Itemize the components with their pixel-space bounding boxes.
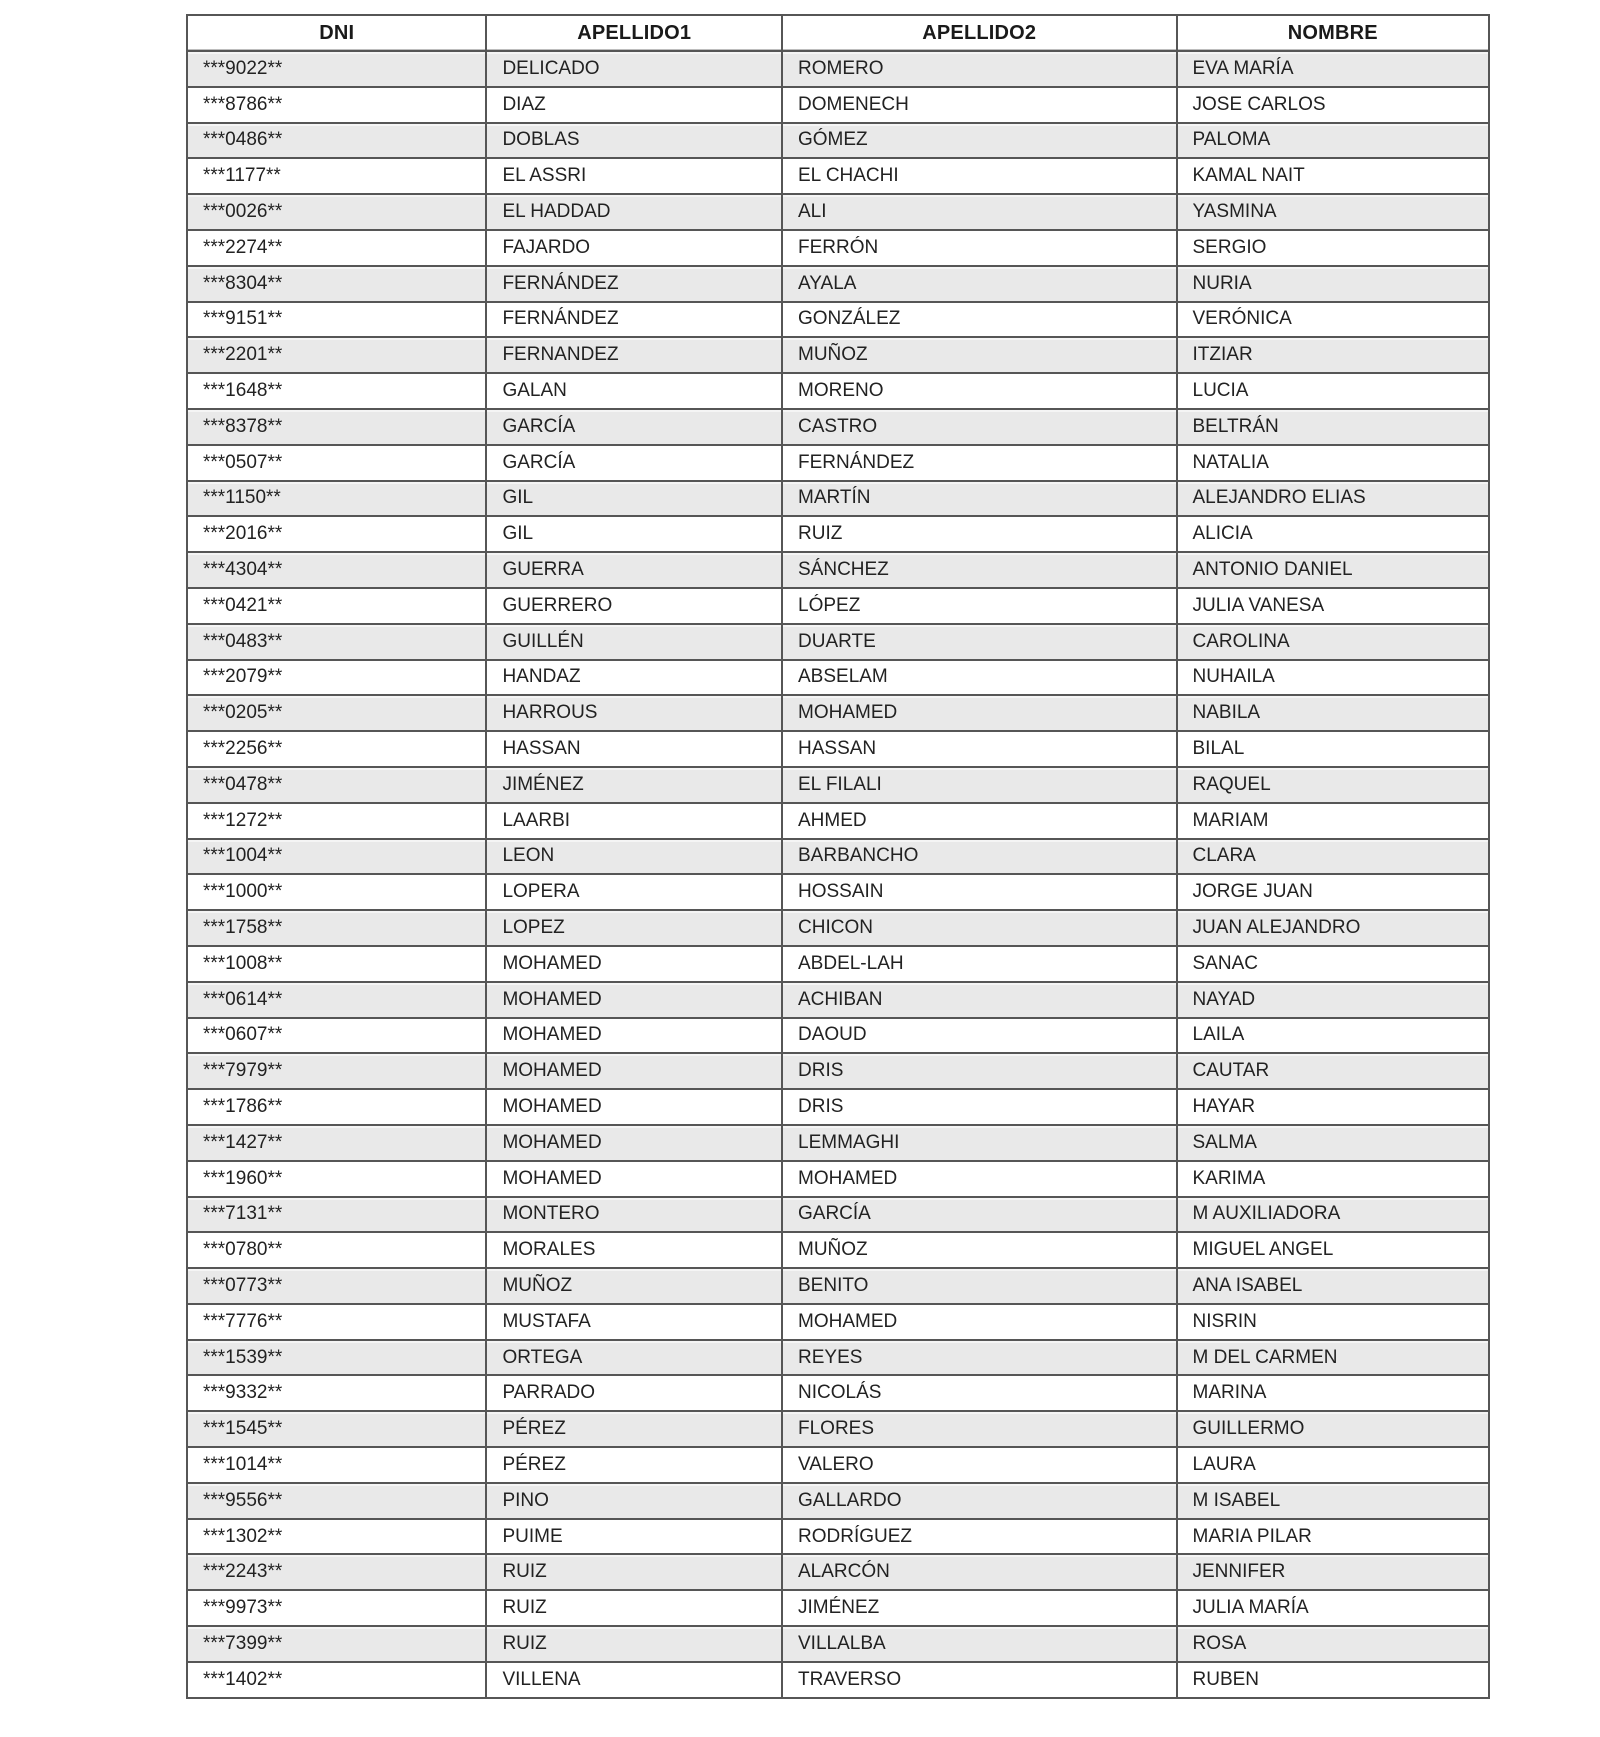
- cell-nombre: MARINA: [1177, 1375, 1490, 1411]
- table-row: [187, 624, 1489, 660]
- table-row: [187, 1161, 1489, 1197]
- table-row: [187, 337, 1489, 373]
- cell-apellido1: MORALES: [486, 1232, 782, 1268]
- cell-apellido2: FERRÓN: [782, 230, 1177, 266]
- table-row: [187, 910, 1489, 946]
- cell-nombre: CLARA: [1177, 839, 1490, 875]
- table-row: [187, 51, 1489, 87]
- cell-dni: ***1960**: [187, 1161, 486, 1197]
- cell-nombre: LAILA: [1177, 1018, 1490, 1054]
- cell-apellido2: AHMED: [782, 803, 1177, 839]
- table-row: [187, 874, 1489, 910]
- cell-apellido2: DOMENECH: [782, 87, 1177, 123]
- cell-apellido2: TRAVERSO: [782, 1662, 1177, 1698]
- cell-nombre: ANA ISABEL: [1177, 1268, 1490, 1304]
- table-row: [187, 767, 1489, 803]
- cell-apellido2: EL CHACHI: [782, 158, 1177, 194]
- cell-nombre: M DEL CARMEN: [1177, 1340, 1490, 1376]
- cell-apellido1: LAARBI: [486, 803, 782, 839]
- table-row: [187, 982, 1489, 1018]
- cell-dni: ***0773**: [187, 1268, 486, 1304]
- cell-nombre: M AUXILIADORA: [1177, 1197, 1490, 1233]
- cell-nombre: JULIA MARÍA: [1177, 1590, 1490, 1626]
- table-row: [187, 373, 1489, 409]
- cell-nombre: MIGUEL ANGEL: [1177, 1232, 1490, 1268]
- cell-dni: ***9151**: [187, 302, 486, 338]
- table-row: [187, 1340, 1489, 1376]
- cell-apellido1: DELICADO: [486, 51, 782, 87]
- cell-dni: ***2256**: [187, 731, 486, 767]
- cell-apellido1: PARRADO: [486, 1375, 782, 1411]
- cell-apellido1: GUERRA: [486, 552, 782, 588]
- table-body: [187, 51, 1489, 1698]
- cell-apellido2: ALARCÓN: [782, 1554, 1177, 1590]
- cell-apellido1: FERNÁNDEZ: [486, 266, 782, 302]
- cell-nombre: SALMA: [1177, 1125, 1490, 1161]
- cell-apellido2: BENITO: [782, 1268, 1177, 1304]
- cell-dni: ***0483**: [187, 624, 486, 660]
- table-row: [187, 481, 1489, 517]
- table-row: [187, 1483, 1489, 1519]
- cell-dni: ***1272**: [187, 803, 486, 839]
- cell-apellido2: DRIS: [782, 1089, 1177, 1125]
- cell-dni: ***2201**: [187, 337, 486, 373]
- cell-apellido1: GUILLÉN: [486, 624, 782, 660]
- cell-nombre: MARIAM: [1177, 803, 1490, 839]
- cell-dni: ***1402**: [187, 1662, 486, 1698]
- cell-apellido2: MUÑOZ: [782, 1232, 1177, 1268]
- cell-nombre: JULIA VANESA: [1177, 588, 1490, 624]
- cell-apellido2: VALERO: [782, 1447, 1177, 1483]
- cell-apellido1: FERNANDEZ: [486, 337, 782, 373]
- table-row: [187, 123, 1489, 159]
- cell-apellido1: MOHAMED: [486, 1125, 782, 1161]
- cell-nombre: NURIA: [1177, 266, 1490, 302]
- cell-apellido1: EL HADDAD: [486, 194, 782, 230]
- table-row: [187, 1197, 1489, 1233]
- cell-nombre: RUBEN: [1177, 1662, 1490, 1698]
- cell-apellido2: SÁNCHEZ: [782, 552, 1177, 588]
- cell-apellido1: FERNÁNDEZ: [486, 302, 782, 338]
- cell-apellido2: VILLALBA: [782, 1626, 1177, 1662]
- table-row: [187, 1554, 1489, 1590]
- cell-nombre: JENNIFER: [1177, 1554, 1490, 1590]
- cell-apellido1: GARCÍA: [486, 409, 782, 445]
- cell-nombre: EVA MARÍA: [1177, 51, 1490, 87]
- cell-apellido2: FERNÁNDEZ: [782, 445, 1177, 481]
- cell-apellido1: EL ASSRI: [486, 158, 782, 194]
- column-header-nombre: NOMBRE: [1177, 15, 1490, 51]
- column-header-apellido1: APELLIDO1: [486, 15, 782, 51]
- cell-apellido1: JIMÉNEZ: [486, 767, 782, 803]
- table-row: [187, 1519, 1489, 1555]
- cell-apellido1: LOPERA: [486, 874, 782, 910]
- cell-apellido1: MOHAMED: [486, 1089, 782, 1125]
- cell-dni: ***1539**: [187, 1340, 486, 1376]
- cell-dni: ***1758**: [187, 910, 486, 946]
- table-row: [187, 158, 1489, 194]
- cell-apellido1: GUERRERO: [486, 588, 782, 624]
- table-row: [187, 516, 1489, 552]
- cell-dni: ***7979**: [187, 1053, 486, 1089]
- table-row: [187, 87, 1489, 123]
- table-row: [187, 230, 1489, 266]
- cell-nombre: NAYAD: [1177, 982, 1490, 1018]
- cell-dni: ***7399**: [187, 1626, 486, 1662]
- cell-apellido2: GONZÁLEZ: [782, 302, 1177, 338]
- table-row: [187, 660, 1489, 696]
- cell-dni: ***7131**: [187, 1197, 486, 1233]
- cell-apellido2: MARTÍN: [782, 481, 1177, 517]
- cell-apellido1: LEON: [486, 839, 782, 875]
- cell-apellido2: RODRÍGUEZ: [782, 1519, 1177, 1555]
- cell-apellido2: MOHAMED: [782, 1161, 1177, 1197]
- cell-dni: ***7776**: [187, 1304, 486, 1340]
- cell-nombre: GUILLERMO: [1177, 1411, 1490, 1447]
- roster-table-container: [186, 14, 1490, 1699]
- cell-dni: ***0486**: [187, 123, 486, 159]
- table-row: [187, 839, 1489, 875]
- cell-apellido1: MOHAMED: [486, 982, 782, 1018]
- cell-nombre: PALOMA: [1177, 123, 1490, 159]
- table-row: [187, 588, 1489, 624]
- cell-dni: ***8378**: [187, 409, 486, 445]
- cell-apellido2: LEMMAGHI: [782, 1125, 1177, 1161]
- cell-apellido1: MUSTAFA: [486, 1304, 782, 1340]
- cell-apellido2: JIMÉNEZ: [782, 1590, 1177, 1626]
- cell-apellido1: MOHAMED: [486, 1053, 782, 1089]
- table-row: [187, 266, 1489, 302]
- table-row: [187, 1018, 1489, 1054]
- cell-apellido2: CHICON: [782, 910, 1177, 946]
- cell-apellido1: PUIME: [486, 1519, 782, 1555]
- cell-apellido2: AYALA: [782, 266, 1177, 302]
- cell-apellido1: PÉREZ: [486, 1447, 782, 1483]
- cell-nombre: JOSE CARLOS: [1177, 87, 1490, 123]
- cell-apellido2: NICOLÁS: [782, 1375, 1177, 1411]
- cell-nombre: ALEJANDRO ELIAS: [1177, 481, 1490, 517]
- cell-apellido1: MOHAMED: [486, 1018, 782, 1054]
- table-row: [187, 445, 1489, 481]
- cell-apellido2: MUÑOZ: [782, 337, 1177, 373]
- cell-nombre: CAUTAR: [1177, 1053, 1490, 1089]
- cell-dni: ***0026**: [187, 194, 486, 230]
- cell-dni: ***1177**: [187, 158, 486, 194]
- cell-dni: ***0780**: [187, 1232, 486, 1268]
- cell-apellido2: MORENO: [782, 373, 1177, 409]
- cell-apellido1: PÉREZ: [486, 1411, 782, 1447]
- cell-nombre: SERGIO: [1177, 230, 1490, 266]
- cell-dni: ***2243**: [187, 1554, 486, 1590]
- cell-dni: ***2016**: [187, 516, 486, 552]
- table-row: [187, 731, 1489, 767]
- cell-apellido1: MONTERO: [486, 1197, 782, 1233]
- cell-nombre: RAQUEL: [1177, 767, 1490, 803]
- table-row: [187, 946, 1489, 982]
- cell-apellido2: BARBANCHO: [782, 839, 1177, 875]
- cell-dni: ***2079**: [187, 660, 486, 696]
- cell-dni: ***0614**: [187, 982, 486, 1018]
- cell-apellido2: GÓMEZ: [782, 123, 1177, 159]
- table-row: [187, 1089, 1489, 1125]
- cell-dni: ***0478**: [187, 767, 486, 803]
- cell-apellido2: ABSELAM: [782, 660, 1177, 696]
- cell-nombre: HAYAR: [1177, 1089, 1490, 1125]
- cell-nombre: NABILA: [1177, 695, 1490, 731]
- cell-apellido1: LOPEZ: [486, 910, 782, 946]
- cell-nombre: M ISABEL: [1177, 1483, 1490, 1519]
- cell-dni: ***1786**: [187, 1089, 486, 1125]
- cell-apellido2: LÓPEZ: [782, 588, 1177, 624]
- table-row: [187, 409, 1489, 445]
- cell-apellido1: PINO: [486, 1483, 782, 1519]
- cell-apellido2: GALLARDO: [782, 1483, 1177, 1519]
- cell-dni: ***1150**: [187, 481, 486, 517]
- cell-dni: ***1545**: [187, 1411, 486, 1447]
- cell-dni: ***9332**: [187, 1375, 486, 1411]
- cell-nombre: KARIMA: [1177, 1161, 1490, 1197]
- cell-nombre: LUCIA: [1177, 373, 1490, 409]
- cell-apellido1: DOBLAS: [486, 123, 782, 159]
- cell-apellido1: FAJARDO: [486, 230, 782, 266]
- cell-apellido2: CASTRO: [782, 409, 1177, 445]
- cell-apellido1: GIL: [486, 516, 782, 552]
- table-row: [187, 1232, 1489, 1268]
- cell-dni: ***1302**: [187, 1519, 486, 1555]
- cell-apellido1: MOHAMED: [486, 1161, 782, 1197]
- cell-apellido1: HANDAZ: [486, 660, 782, 696]
- cell-dni: ***8786**: [187, 87, 486, 123]
- table-row: [187, 194, 1489, 230]
- cell-nombre: YASMINA: [1177, 194, 1490, 230]
- cell-apellido1: RUIZ: [486, 1554, 782, 1590]
- cell-dni: ***1014**: [187, 1447, 486, 1483]
- cell-nombre: LAURA: [1177, 1447, 1490, 1483]
- cell-apellido1: RUIZ: [486, 1626, 782, 1662]
- cell-nombre: JORGE JUAN: [1177, 874, 1490, 910]
- cell-dni: ***0607**: [187, 1018, 486, 1054]
- table-row: [187, 552, 1489, 588]
- cell-apellido2: ALI: [782, 194, 1177, 230]
- cell-apellido2: MOHAMED: [782, 695, 1177, 731]
- table-row: [187, 1268, 1489, 1304]
- cell-apellido2: REYES: [782, 1340, 1177, 1376]
- cell-dni: ***0507**: [187, 445, 486, 481]
- cell-dni: ***1000**: [187, 874, 486, 910]
- cell-nombre: ROSA: [1177, 1626, 1490, 1662]
- table-row: [187, 1590, 1489, 1626]
- table-row: [187, 1626, 1489, 1662]
- cell-dni: ***9022**: [187, 51, 486, 87]
- table-row: [187, 1447, 1489, 1483]
- column-header-dni: DNI: [187, 15, 486, 51]
- table-row: [187, 803, 1489, 839]
- cell-apellido1: GARCÍA: [486, 445, 782, 481]
- cell-nombre: NUHAILA: [1177, 660, 1490, 696]
- cell-dni: ***1008**: [187, 946, 486, 982]
- table-row: [187, 1304, 1489, 1340]
- cell-apellido2: DRIS: [782, 1053, 1177, 1089]
- cell-apellido1: MUÑOZ: [486, 1268, 782, 1304]
- cell-apellido2: GARCÍA: [782, 1197, 1177, 1233]
- cell-dni: ***9556**: [187, 1483, 486, 1519]
- cell-dni: ***4304**: [187, 552, 486, 588]
- cell-dni: ***0205**: [187, 695, 486, 731]
- cell-nombre: SANAC: [1177, 946, 1490, 982]
- cell-nombre: VERÓNICA: [1177, 302, 1490, 338]
- cell-apellido2: ACHIBAN: [782, 982, 1177, 1018]
- cell-nombre: MARIA PILAR: [1177, 1519, 1490, 1555]
- cell-dni: ***9973**: [187, 1590, 486, 1626]
- cell-nombre: BELTRÁN: [1177, 409, 1490, 445]
- cell-nombre: CAROLINA: [1177, 624, 1490, 660]
- cell-apellido2: ABDEL-LAH: [782, 946, 1177, 982]
- cell-dni: ***1648**: [187, 373, 486, 409]
- cell-apellido2: EL FILALI: [782, 767, 1177, 803]
- cell-apellido2: HASSAN: [782, 731, 1177, 767]
- cell-nombre: ITZIAR: [1177, 337, 1490, 373]
- cell-dni: ***1427**: [187, 1125, 486, 1161]
- cell-apellido2: RUIZ: [782, 516, 1177, 552]
- cell-dni: ***2274**: [187, 230, 486, 266]
- cell-nombre: NATALIA: [1177, 445, 1490, 481]
- cell-nombre: JUAN ALEJANDRO: [1177, 910, 1490, 946]
- table-row: [187, 1375, 1489, 1411]
- cell-apellido2: DAOUD: [782, 1018, 1177, 1054]
- cell-apellido1: DIAZ: [486, 87, 782, 123]
- cell-apellido1: ORTEGA: [486, 1340, 782, 1376]
- cell-nombre: BILAL: [1177, 731, 1490, 767]
- table-row: [187, 695, 1489, 731]
- cell-apellido2: FLORES: [782, 1411, 1177, 1447]
- cell-apellido1: GALAN: [486, 373, 782, 409]
- cell-nombre: NISRIN: [1177, 1304, 1490, 1340]
- table-row: [187, 1411, 1489, 1447]
- cell-apellido1: VILLENA: [486, 1662, 782, 1698]
- table-row: [187, 1662, 1489, 1698]
- cell-dni: ***1004**: [187, 839, 486, 875]
- cell-apellido1: RUIZ: [486, 1590, 782, 1626]
- cell-apellido2: DUARTE: [782, 624, 1177, 660]
- cell-nombre: ALICIA: [1177, 516, 1490, 552]
- cell-nombre: ANTONIO DANIEL: [1177, 552, 1490, 588]
- table-row: [187, 1125, 1489, 1161]
- table-row: [187, 1053, 1489, 1089]
- cell-apellido2: MOHAMED: [782, 1304, 1177, 1340]
- table-header: [187, 15, 1489, 51]
- header-row: [187, 15, 1489, 51]
- cell-apellido2: HOSSAIN: [782, 874, 1177, 910]
- cell-apellido1: HASSAN: [486, 731, 782, 767]
- cell-nombre: KAMAL NAIT: [1177, 158, 1490, 194]
- column-header-apellido2: APELLIDO2: [782, 15, 1177, 51]
- cell-dni: ***0421**: [187, 588, 486, 624]
- cell-apellido1: MOHAMED: [486, 946, 782, 982]
- roster-table: [186, 14, 1490, 1699]
- cell-apellido2: ROMERO: [782, 51, 1177, 87]
- cell-apellido1: GIL: [486, 481, 782, 517]
- table-row: [187, 302, 1489, 338]
- cell-dni: ***8304**: [187, 266, 486, 302]
- cell-apellido1: HARROUS: [486, 695, 782, 731]
